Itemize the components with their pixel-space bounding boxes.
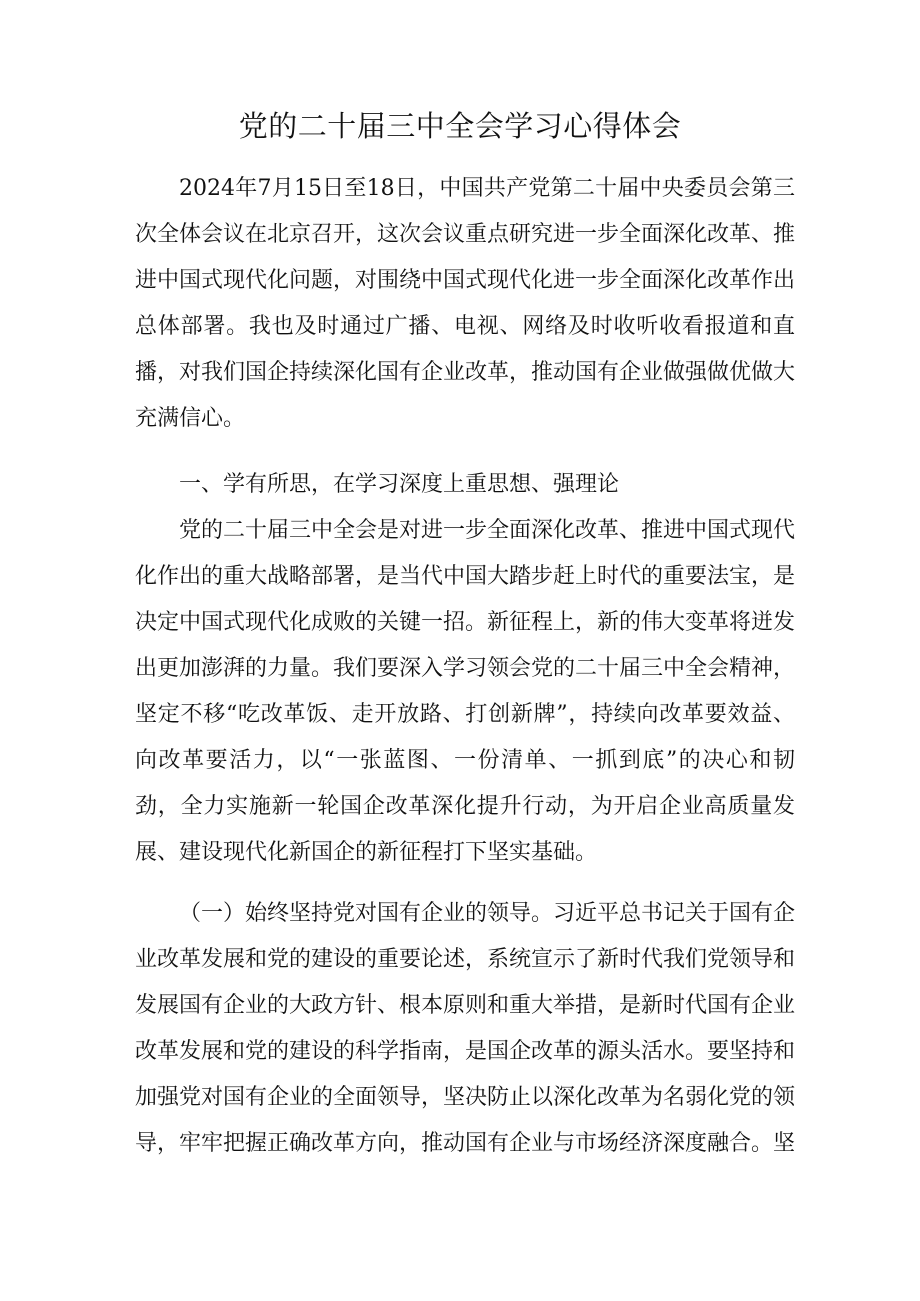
section-heading-1: 一、学有所思，在学习深度上重思想、强理论: [179, 472, 620, 497]
intro-paragraph: 2024年7月15日至18日，中国共产党第二十届中央委员会第三次全体会议在北京召开，这次会议重点研究进一步全面深化改革、推进中国式现代化问题，对围绕中国式现代化进一步全面深化改革作出总体部署。我也及时通过广播、电视、网络及时收听收看报道和直播，对我们国企持续深化国有企业改革，推动国有企业做强做优做大充满信心。: [135, 176, 796, 431]
document-title: 党的二十届三中全会学习心得体会: [238, 109, 682, 143]
section-1-paragraph: 党的二十届三中全会是对进一步全面深化改革、推进中国式现代化作出的重大战略部署，是当代中国大踏步赶上时代的重要法宝，是决定中国式现代化成败的关键一招。新征程上，新的伟大变革将迸发出更加澎湃的力量。我们要深入学习领会党的二十届三中全会精神，坚定不移“吃改革饭、走开放路、打创新牌”，持续向改革要效益、向改革要活力，以“一张蓝图、一份清单、一抓到底”的决心和韧劲，全力实施新一轮国企改革深化提升行动，为开启企业高质量发展、建设现代化新国企的新征程打下坚实基础。: [135, 518, 796, 865]
subsection-1-paragraph: （一）始终坚持党对国有企业的领导。习近平总书记关于国有企业改革发展和党的建设的重要论述，系统宣示了新时代我们党领导和发展国有企业的大政方针、根本原则和重大举措，是新时代国有企业改革发展和党的建设的科学指南，是国企改革的源头活水。要坚持和加强党对国有企业的全面领导，坚决防止以深化改革为名弱化党的领导，牢牢把握正确改革方向，推动国有企业与市场经济深度融合。坚: [135, 901, 796, 1156]
